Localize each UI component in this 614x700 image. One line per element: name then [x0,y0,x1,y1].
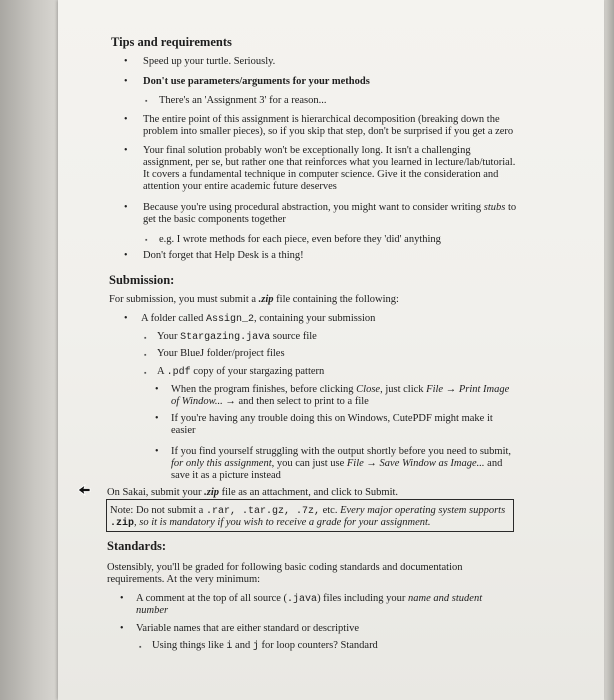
tip-assignment-3: There's an 'Assignment 3' for a reason... [159,95,327,106]
bullet-dot: • [120,593,124,604]
bullet-dot: • [155,446,159,457]
submission-bluej: Your BlueJ folder/project files [157,348,285,359]
standards-loop-counters: Using things like i and j for loop counters? Standard [152,640,378,652]
bullet-dot: • [124,313,128,324]
tip-decomposition-line1: The entire point of this assignment is hierarchical decomposition (breaking down the [143,114,500,125]
tip-speed: Speed up your turtle. Seriously. [143,56,276,67]
tips-heading: Tips and requirements [111,35,232,49]
submission-pdf: A .pdf copy of your stargazing pattern [157,366,325,378]
photo-background-right [604,0,614,700]
submission-intro: For submission, you must submit a .zip file containing the following: [109,294,399,305]
sub-bullet: ▪ [145,236,148,244]
tip-parameters: Don't use parameters/arguments for your methods [143,76,370,87]
standards-intro-line2: requirements. At the very minimum: [107,574,261,585]
tip-help-desk: Don't forget that Help Desk is a thing! [143,250,304,261]
bullet-dot: • [124,56,128,67]
sub-bullet: ▪ [139,643,142,651]
standards-comment-line2: number [136,605,169,616]
cutepdf-line2: easier [171,425,196,436]
submission-heading: Submission: [109,273,175,287]
sub-bullet: ▪ [144,334,147,342]
sakai-instruction: On Sakai, submit your .zip file as an attachment, and click to Submit. [107,487,399,498]
standards-intro-line1: Ostensibly, you'll be graded for following basic coding standards and documentation [107,562,463,573]
standards-variables: Variable names that are either standard or descriptive [136,623,360,634]
submission-source-file: Your Stargazing.java source file [157,331,317,343]
tip-abstraction-line1: Because you're using procedural abstraction, you might want to consider writing stubs to [143,202,517,213]
bullet-dot: • [124,114,128,125]
standards-heading: Standards: [107,539,167,553]
print-instructions-line1: When the program finishes, before clicking Close, just click File → Print Image [171,384,510,395]
tip-final-line3: It covers a fundamental technique in computer science. Give it the consideration and [143,169,499,180]
mouse-cursor-icon [77,483,91,502]
photo-background-left [0,0,58,700]
note-line2: .zip, so it is mandatory if you wish to receive a grade for your assignment. [110,517,431,529]
struggling-line1: If you find yourself struggling with the output shortly before you need to submit, [171,446,512,457]
submission-folder: A folder called Assign_2, containing your submission [141,313,376,325]
struggling-line3: save it as a picture instead [171,470,281,481]
standards-comment-line1: A comment at the top of all source (.java) files including your name and student [136,593,483,605]
tip-final-line4: attention your entire academic future deserves [143,181,337,192]
tip-stubs-example: e.g. I wrote methods for each piece, even before they 'did' anything [159,234,441,245]
bullet-dot: • [124,250,128,261]
struggling-line2: for only this assignment, you can just use File → Save Window as Image... and [171,458,503,469]
tip-final-line2: assignment, per se, but rather one that reinforces what you learned in lecture/lab/tutorial. [143,157,516,168]
bullet-dot: • [124,76,128,87]
bullet-dot: • [124,145,128,156]
bullet-dot: • [155,413,159,424]
bullet-dot: • [120,623,124,634]
sub-bullet: ▪ [145,97,148,105]
print-instructions-line2: of Window... → and then select to print to a file [171,396,369,407]
bullet-dot: • [124,202,128,213]
bullet-dot: • [155,384,159,395]
note-line1: Note: Do not submit a .rar, .tar.gz, .7z, etc. Every major operating system supports [110,505,506,517]
sub-bullet: ▪ [144,351,147,359]
document-page [58,0,604,700]
sub-bullet: ▪ [144,369,147,377]
tip-final-line1: Your final solution probably won't be exceptionally long. It isn't a challenging [143,145,471,156]
tip-decomposition-line2: problem into smaller pieces), so if you skip that step, don't be surprised if you get a zero [143,126,514,137]
tip-abstraction-line2: get the basic components together [143,214,286,225]
cutepdf-line1: If you're having any trouble doing this on Windows, CutePDF might make it [171,413,493,424]
